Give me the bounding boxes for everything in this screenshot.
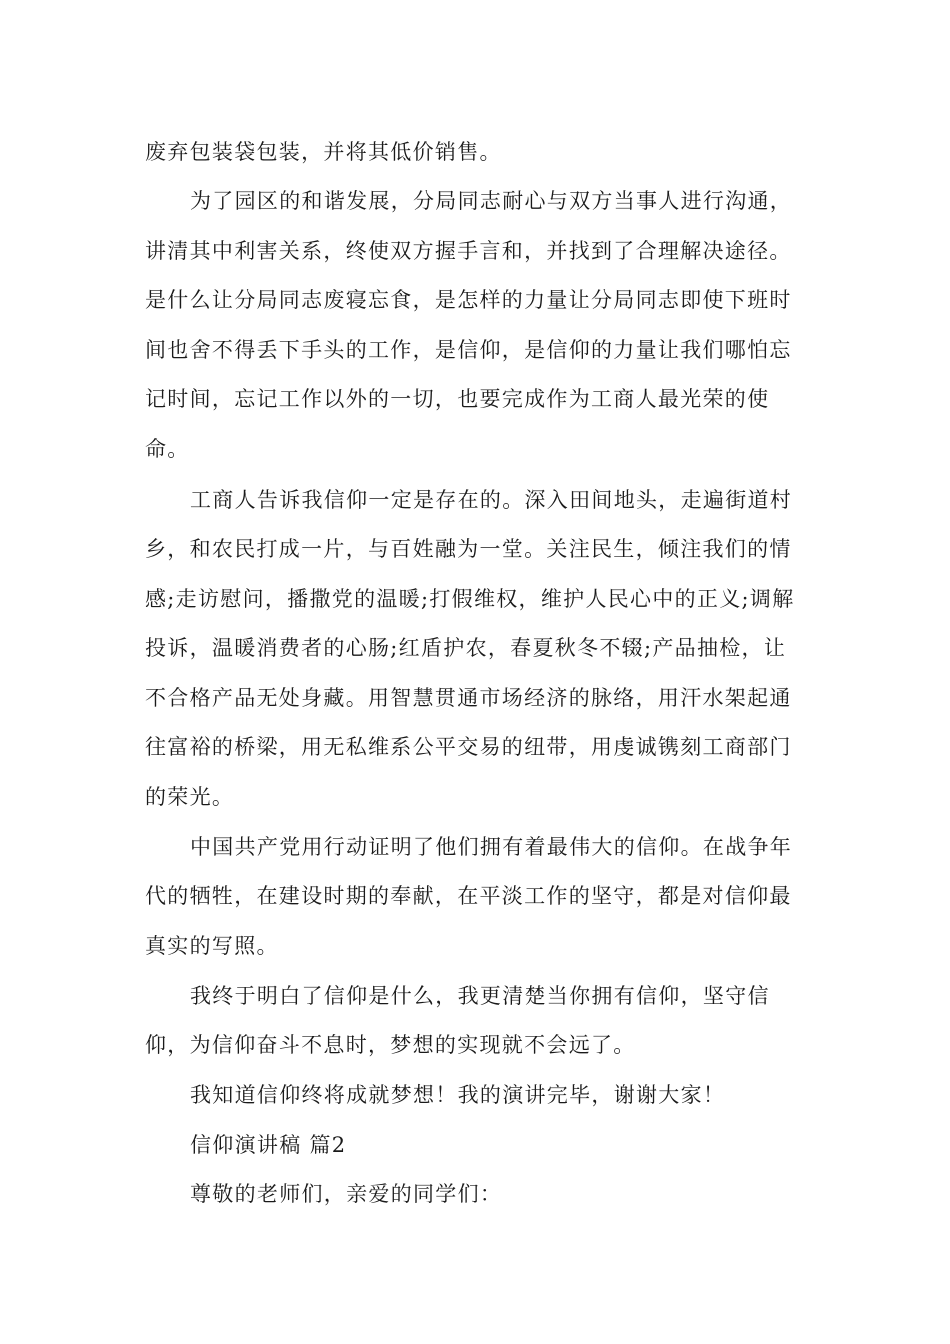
- paragraph-first-line: 中国共产党用行动证明了他们拥有着最伟大的信仰。在战争年: [190, 835, 793, 859]
- text-line: 间也舍不得丢下手头的工作，是信仰，是信仰的力量让我们哪怕忘: [145, 338, 792, 362]
- text-line: 记时间，忘记工作以外的一切，也要完成作为工商人最光荣的使: [145, 387, 770, 411]
- text-line: 往富裕的桥梁，用无私维系公平交易的纽带，用虔诚镌刻工商部门: [145, 735, 792, 759]
- text-line: 废弃包装袋包装，并将其低价销售。: [145, 140, 502, 164]
- salutation-line: 尊敬的老师们，亲爱的同学们：: [190, 1182, 503, 1206]
- section-heading: 信仰演讲稿 篇2: [190, 1133, 347, 1157]
- paragraph-first-line: 我终于明白了信仰是什么，我更清楚当你拥有信仰，坚守信: [190, 984, 770, 1008]
- text-line: 命。: [145, 437, 190, 461]
- text-line: 代的牺牲，在建设时期的奉献，在平淡工作的坚守，都是对信仰最: [145, 884, 792, 908]
- paragraph-first-line: 为了园区的和谐发展，分局同志耐心与双方当事人进行沟通，: [190, 189, 793, 213]
- text-line: 感;走访慰问，播撒党的温暖;打假维权，维护人民心中的正义;调解: [145, 587, 795, 611]
- text-line: 不合格产品无处身藏。用智慧贯通市场经济的脉络，用汗水架起通: [145, 686, 792, 710]
- text-line: 真实的写照。: [145, 934, 279, 958]
- text-line: 乡，和农民打成一片，与百姓融为一堂。关注民生，倾注我们的情: [145, 537, 792, 561]
- text-line: 投诉，温暖消费者的心肠;红盾护农，春夏秋冬不辍;产品抽检，让: [145, 636, 787, 660]
- paragraph-first-line: 工商人告诉我信仰一定是存在的。深入田间地头，走遍街道村: [190, 488, 793, 512]
- paragraph-first-line: 我知道信仰终将成就梦想！我的演讲完毕，谢谢大家！: [190, 1083, 726, 1107]
- text-line: 是什么让分局同志废寝忘食，是怎样的力量让分局同志即使下班时: [145, 288, 792, 312]
- text-line: 讲清其中利害关系，终使双方握手言和，并找到了合理解决途径。: [145, 239, 792, 263]
- text-line: 的荣光。: [145, 785, 235, 809]
- text-line: 仰，为信仰奋斗不息时，梦想的实现就不会远了。: [145, 1033, 636, 1057]
